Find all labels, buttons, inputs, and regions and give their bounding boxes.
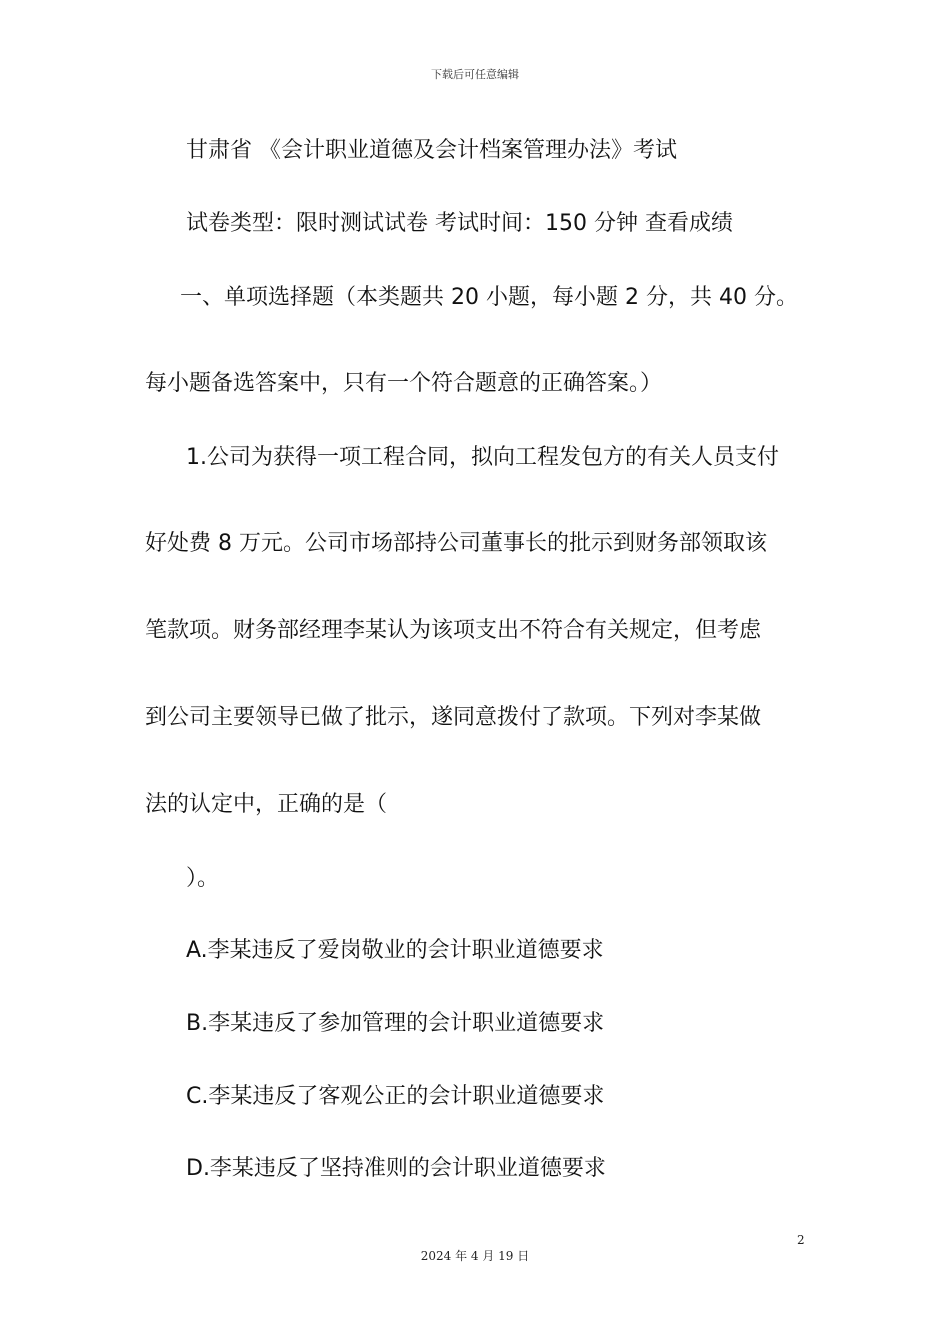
option-a: A.李某违反了爱岗敬业的会计职业道德要求 bbox=[186, 938, 604, 963]
header-note: 下载后可任意编辑 bbox=[431, 68, 519, 81]
question-line: ）。 bbox=[186, 866, 220, 891]
option-b: B.李某违反了参加管理的会计职业道德要求 bbox=[186, 1011, 605, 1036]
question-line: 到公司主要领导已做了批示，遂同意拨付了款项。下列对李某做 bbox=[145, 705, 762, 730]
section-note: 每小题备选答案中，只有一个符合题意的正确答案。） bbox=[145, 371, 663, 396]
page-number: 2 bbox=[797, 1233, 805, 1247]
option-d: D.李某违反了坚持准则的会计职业道德要求 bbox=[186, 1156, 606, 1181]
question-line: 笔款项。财务部经理李某认为该项支出不符合有关规定，但考虑 bbox=[145, 618, 762, 643]
section-heading: 一、单项选择题（本类题共 20 小题，每小题 2 分，共 40 分。 bbox=[180, 285, 798, 310]
document-title: 甘肃省 《会计职业道德及会计档案管理办法》考试 bbox=[186, 138, 677, 163]
question-line: 1.公司为获得一项工程合同，拟向工程发包方的有关人员支付 bbox=[186, 445, 779, 470]
footer-date: 2024 年 4 月 19 日 bbox=[420, 1249, 530, 1263]
question-line: 好处费 8 万元。公司市场部持公司董事长的批示到财务部领取该 bbox=[145, 531, 767, 556]
exam-info: 试卷类型：限时测试试卷 考试时间：150 分钟 查看成绩 bbox=[186, 211, 733, 236]
question-line: 法的认定中，正确的是（ bbox=[145, 792, 388, 817]
option-c: C.李某违反了客观公正的会计职业道德要求 bbox=[186, 1084, 605, 1109]
